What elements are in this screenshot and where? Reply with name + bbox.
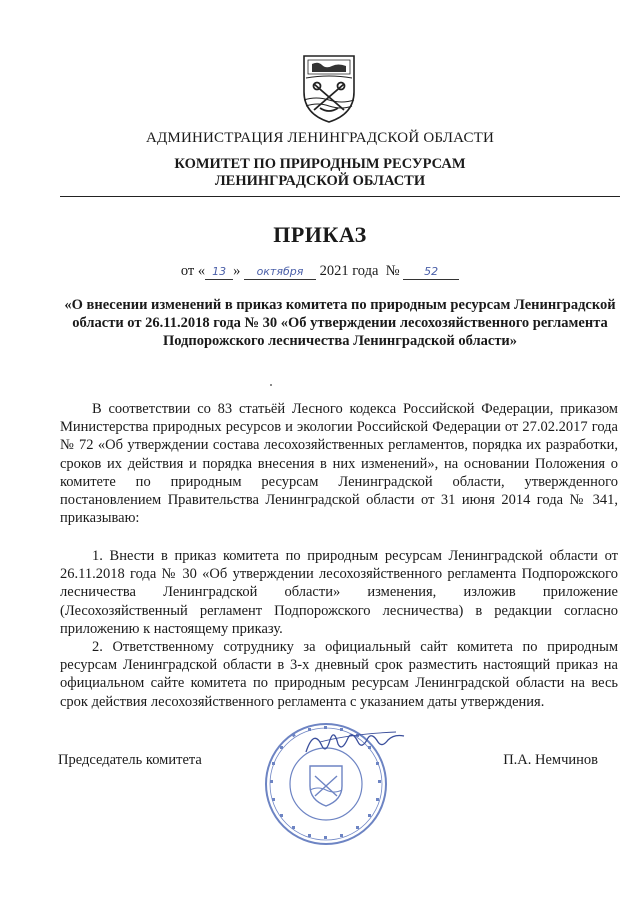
date-month-handwritten: октября (256, 265, 304, 278)
date-month-field (244, 264, 316, 280)
committee-heading (0, 156, 640, 190)
signatory-name: П.А. Немчинов (503, 752, 598, 768)
scan-speck (270, 384, 272, 386)
number-label: № (385, 263, 400, 279)
date-day-handwritten: 13 (212, 265, 227, 278)
order-item-2: 2. Ответственному сотруднику за официальный сайт комитета по природным ресурсам Ленинградской области в 3-х дневный срок разместить настоящий приказ на официальном сайте комитета по природным ресурсам Ленинградской области на весь срок действия лесохозяйственного регламента с указанием даты утверждения. (60, 639, 618, 710)
signatory-position: Председатель комитета (58, 752, 202, 768)
date-number-line (0, 263, 640, 280)
date-prefix: от « (180, 263, 206, 279)
committee-heading-line1: КОМИТЕТ ПО ПРИРОДНЫМ РЕСУРСАМ (174, 156, 466, 172)
preamble-paragraph: В соответствии со 83 статьёй Лесного кодекса Российской Федерации, приказом Министерства природных ресурсов и экологии Российской Федерации от 27.02.2017 года № 72 «Об утверждении состава лесохозяйственных регламентов, порядка их разработки, сроков их действия и порядка внесения в них изменений», на основании Положения о комитете по природным ресурсам Ленинградской области, утвержденного постановлением Правительства Ленинградской области от 31 июня 2014 года № 341, приказываю: (60, 401, 618, 527)
committee-heading-line2: ЛЕНИНГРАДСКОЙ ОБЛАСТИ (214, 173, 426, 189)
document-title: ПРИКАЗ (273, 222, 367, 247)
date-year: 2021 года (319, 263, 379, 279)
number-field (403, 264, 459, 280)
number-handwritten: 52 (424, 265, 439, 278)
handwritten-signature-icon (300, 722, 410, 762)
coat-of-arms-icon (298, 52, 360, 124)
administration-heading: АДМИНИСТРАЦИЯ ЛЕНИНГРАДСКОЙ ОБЛАСТИ (145, 130, 495, 146)
date-mid: » (233, 263, 241, 279)
order-items (60, 547, 618, 711)
order-item-1: 1. Внести в приказ комитета по природным ресурсам Ленинградской области от 26.11.2018 года № 30 «Об утверждении лесохозяйственного регламента Подпорожского лесничества Ленинградской области» изменения, изложив приложение (Лесохозяйственный регламент Подпорожского лесничества) в редакции согласно приложению к настоящему приказу. (60, 548, 618, 637)
order-subject: «О внесении изменений в приказ комитета по природным ресурсам Ленинградской области от 26.11.2018 года № 30 «Об утверждении лесохозяйственного регламента Подпорожского лесничества Ленинградской области» (64, 297, 616, 349)
header-divider (60, 196, 620, 197)
date-day-field (205, 264, 233, 280)
